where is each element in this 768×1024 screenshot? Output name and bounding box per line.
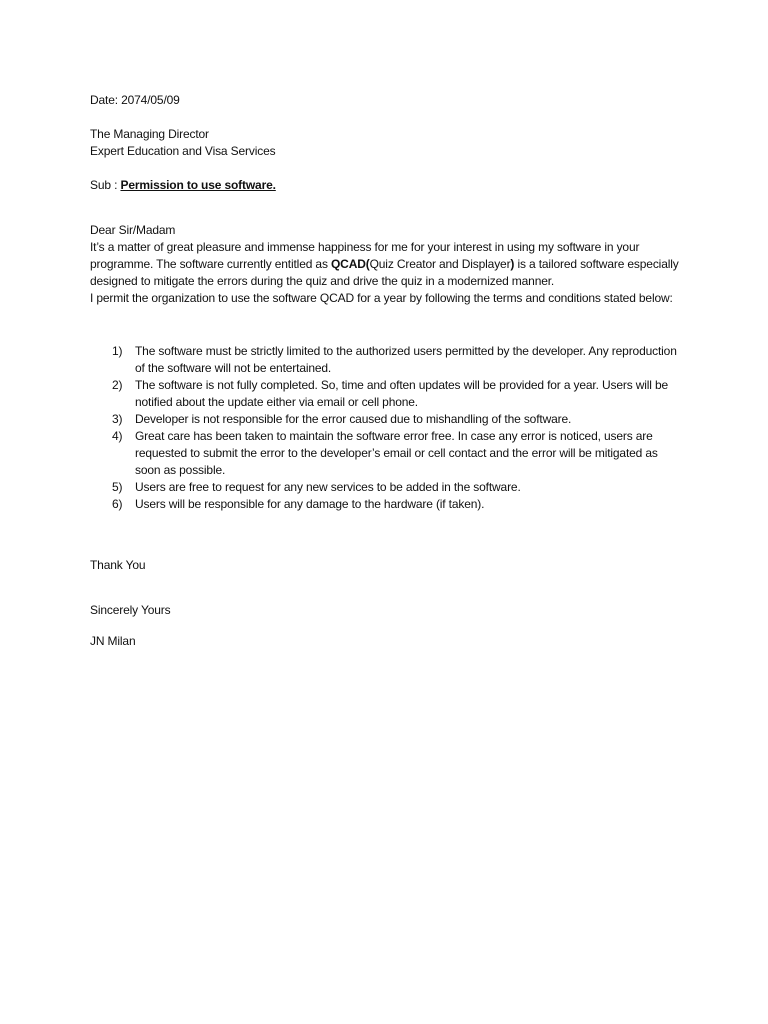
paragraph-intro bbox=[90, 239, 690, 290]
list-item bbox=[90, 428, 685, 479]
thanks-line: Thank You bbox=[90, 558, 146, 572]
term-text: Users will be responsible for any damage to the hardware (if taken). bbox=[135, 497, 485, 511]
letter-page bbox=[90, 92, 690, 650]
terms-list bbox=[90, 343, 690, 513]
letter-date: Date: 2074/05/09 bbox=[90, 93, 180, 107]
paragraph-intro-bold-close: ) bbox=[510, 257, 515, 271]
salutation: Dear Sir/Madam bbox=[90, 223, 176, 237]
term-number: 2) bbox=[112, 378, 123, 392]
paragraph-intro-part-c: is a tailored software especially designed to mitigate the errors during the quiz and drive the quiz in a modernized manner. bbox=[90, 257, 679, 288]
paragraph-intro-part-b: Quiz Creator and Displayer bbox=[369, 257, 511, 271]
signature-name: JN Milan bbox=[90, 634, 136, 648]
closing-line: Sincerely Yours bbox=[90, 603, 171, 617]
subject-prefix: Sub : bbox=[90, 178, 121, 192]
term-text: Developer is not responsible for the error caused due to mishandling of the software. bbox=[135, 412, 572, 426]
list-item bbox=[90, 479, 685, 496]
term-number: 3) bbox=[112, 412, 123, 426]
list-item bbox=[90, 343, 685, 377]
term-text: Great care has been taken to maintain the software error free. In case any error is noticed, users are requested to submit the error to the developer’s email or cell contact and the error will be mitigated as soon as possible. bbox=[135, 429, 658, 477]
recipient-title: The Managing Director bbox=[90, 127, 209, 141]
term-text: The software is not fully completed. So, time and often updates will be provided for a year. Users will be notified about the update either via email or cell phone. bbox=[135, 378, 669, 409]
list-item bbox=[90, 377, 685, 411]
subject-line bbox=[90, 177, 690, 194]
list-item bbox=[90, 411, 685, 428]
paragraph-intro-bold: QCAD( bbox=[331, 257, 370, 271]
paragraph-permission: I permit the organization to use the software QCAD for a year by following the terms and conditions stated below: bbox=[90, 291, 673, 305]
term-number: 6) bbox=[112, 497, 123, 511]
recipient-organization: Expert Education and Visa Services bbox=[90, 144, 276, 158]
term-number: 5) bbox=[112, 480, 123, 494]
term-text: The software must be strictly limited to the authorized users permitted by the developer. Any reproduction of the software will not be entertained. bbox=[135, 344, 677, 375]
paragraph-intro-part-a: It’s a matter of great pleasure and immense happiness for me for your interest in using my software in your programme. The software currently entitled as bbox=[90, 240, 640, 271]
subject-text: Permission to use software. bbox=[120, 178, 276, 192]
term-number: 1) bbox=[112, 344, 123, 358]
term-text: Users are free to request for any new services to be added in the software. bbox=[135, 480, 521, 494]
term-number: 4) bbox=[112, 429, 123, 443]
list-item bbox=[90, 496, 685, 513]
